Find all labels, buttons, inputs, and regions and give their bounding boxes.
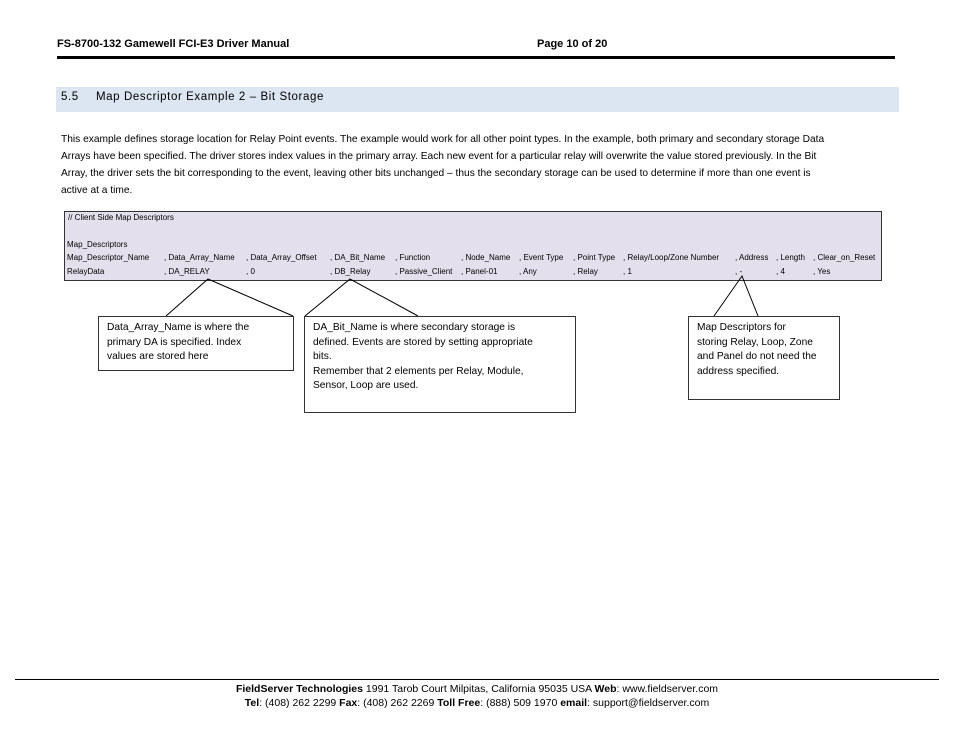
callout-address-not-needed	[688, 316, 840, 400]
code-row-value: , 4	[776, 267, 785, 276]
code-column-header: , Function	[395, 253, 431, 262]
callout-pointer-1	[166, 279, 293, 316]
code-column-header: , Clear_on_Reset	[813, 253, 876, 262]
footer-web-link[interactable]: : www.fieldserver.com	[616, 683, 719, 695]
callout-line: values are stored here	[107, 351, 209, 362]
code-column-header: , Point Type	[573, 253, 616, 262]
code-row-value: , Relay	[573, 267, 598, 276]
code-row-value: , Yes	[813, 267, 831, 276]
footer-email-label: email	[560, 697, 588, 709]
callout-line: storing Relay, Loop, Zone	[697, 336, 813, 348]
code-column-header: , Node_Name	[461, 253, 511, 262]
callout-line: primary DA is specified. Index	[107, 336, 242, 348]
footer-fax-label: Fax	[339, 697, 358, 709]
callout-line: defined. Events are stored by setting appropriate	[313, 336, 533, 348]
code-section-name: Map_Descriptors	[67, 240, 128, 249]
code-column-header: , Data_Array_Name	[164, 253, 235, 262]
code-row-value: , -	[735, 267, 743, 276]
callout-line: DA_Bit_Name is where secondary storage is	[313, 322, 516, 333]
paragraph-line: Array, the driver sets the bit corresponding to the event, leaving other bits unchanged – thus the secondary storage can be used to determine if more than one event is	[61, 168, 811, 179]
code-column-header: , Event Type	[519, 253, 564, 262]
footer-tollfree: : (888) 509 1970	[480, 697, 561, 709]
callout-line: address specified.	[697, 365, 780, 377]
paragraph-line: This example defines storage location for Relay Point events. The example would work for all other point types. In the example, both primary and secondary storage Data	[61, 134, 825, 145]
footer-email-link[interactable]: : support@fieldserver.com	[587, 697, 710, 709]
code-row-value: , 0	[246, 267, 255, 276]
footer-contact-line	[0, 697, 954, 709]
code-row-value: , Panel-01	[461, 267, 498, 276]
callout-data-array-name	[98, 316, 294, 371]
footer-tel-label: Tel	[244, 697, 260, 709]
paragraph-line: Arrays have been specified. The driver stores index values in the primary array. Each new event for a particular relay will overwrite the value stored previously. In the Bit	[61, 151, 817, 162]
callout-line: Remember that 2 elements per Relay, Module,	[313, 365, 524, 377]
document-title: FS-8700-132 Gamewell FCI-E3 Driver Manual	[57, 38, 290, 50]
section-title: Map Descriptor Example 2 – Bit Storage	[96, 91, 324, 103]
callout-line: Sensor, Loop are used.	[313, 380, 419, 391]
footer-address-line	[0, 683, 954, 695]
footer-tollfree-label: Toll Free	[437, 697, 481, 709]
code-column-header: , Data_Array_Offset	[246, 253, 317, 262]
callout-pointer-2	[305, 279, 418, 316]
footer-fax: : (408) 262 2269	[357, 697, 438, 709]
code-column-header: , Address	[735, 253, 769, 262]
footer-rule	[15, 679, 939, 680]
callout-line: Data_Array_Name is where the	[107, 322, 250, 333]
callout-line: and Panel do not need the	[697, 351, 817, 362]
code-row-value: RelayData	[67, 267, 105, 276]
footer-address: 1991 Tarob Court Milpitas, California 95035 USA	[362, 683, 595, 695]
footer-web-label: Web	[594, 683, 617, 695]
footer-company: FieldServer Technologies	[235, 683, 363, 695]
code-column-header: , Relay/Loop/Zone Number	[623, 253, 720, 262]
code-row-value: , 1	[623, 267, 632, 276]
section-number: 5.5	[61, 91, 79, 103]
callout-line: bits.	[313, 351, 332, 362]
code-comment: // Client Side Map Descriptors	[68, 213, 174, 222]
callout-line: Map Descriptors for	[697, 322, 786, 333]
code-row-value: , DA_RELAY	[164, 267, 210, 276]
paragraph-line: active at a time.	[61, 185, 133, 196]
callout-pointer-3	[714, 276, 758, 316]
page-number: Page 10 of 20	[537, 38, 608, 50]
code-column-header: Map_Descriptor_Name	[67, 253, 150, 262]
callout-da-bit-name	[304, 316, 576, 413]
code-row-value: , Passive_Client	[395, 267, 453, 276]
code-row-value: , Any	[519, 267, 537, 276]
footer-tel: : (408) 262 2299	[259, 697, 340, 709]
code-row-value: , DB_Relay	[330, 267, 371, 276]
code-column-header: , Length	[776, 253, 805, 262]
code-column-header: , DA_Bit_Name	[330, 253, 386, 262]
